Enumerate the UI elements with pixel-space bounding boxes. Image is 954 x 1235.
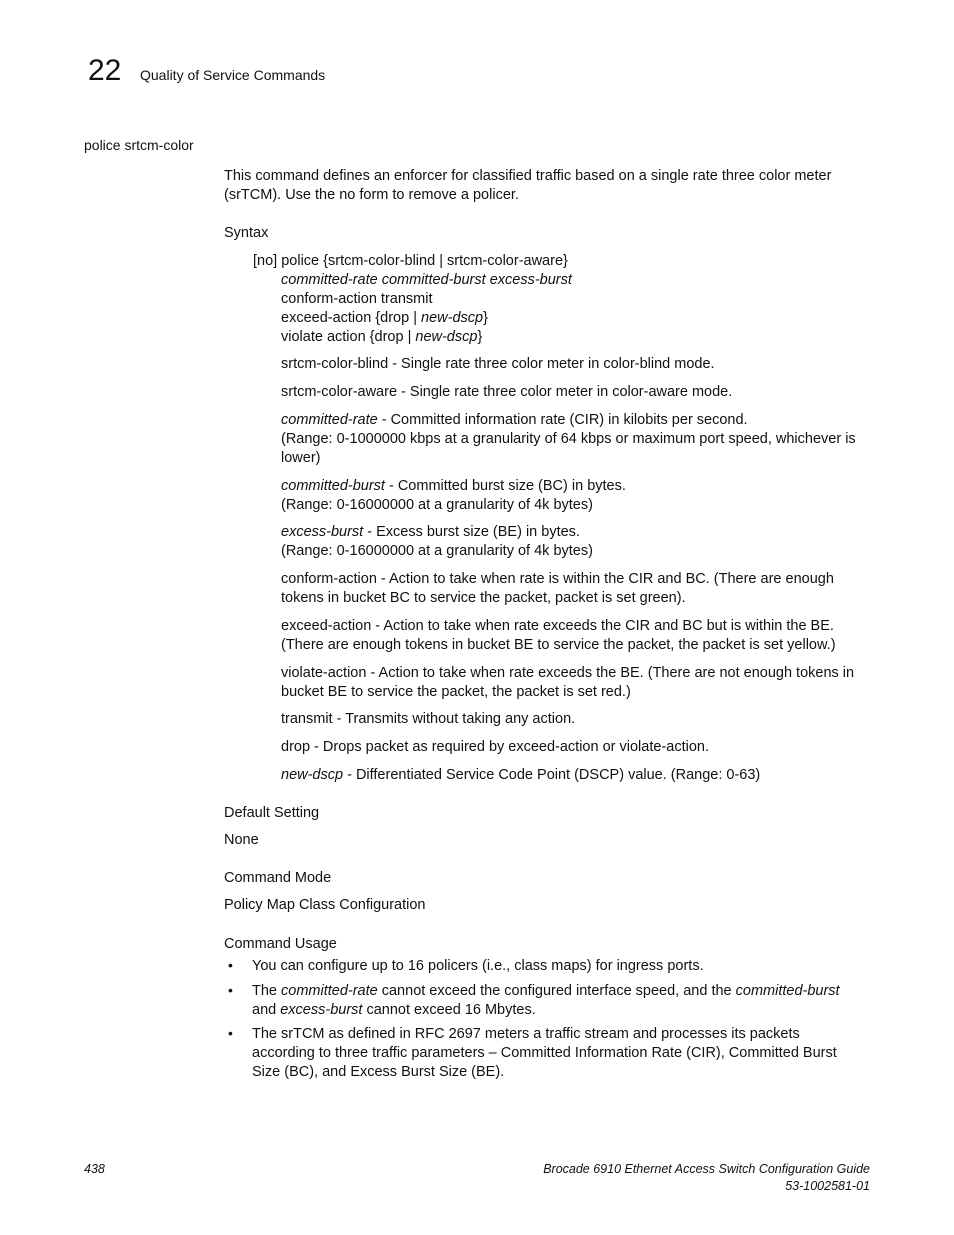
no-keyword: no xyxy=(339,187,356,203)
bullet-icon: • xyxy=(228,982,233,998)
drop-keyword: drop xyxy=(380,310,410,326)
param-desc: - Action to take when rate is within the CIR and BC. (There are enough tokens in bucket BC to service the packet, packet is set green). xyxy=(281,571,834,606)
param-excess-burst xyxy=(281,523,871,561)
default-setting-value: None xyxy=(224,832,259,848)
syntax-line-1 xyxy=(253,252,568,271)
dscp-param: new-dscp xyxy=(415,329,478,345)
intro-text-end: form to remove a policer. xyxy=(355,187,519,203)
param-desc: - Single rate three color meter in color-aware mode. xyxy=(397,384,733,400)
param-range: (Range: 0-16000000 at a granularity of 4k bytes) xyxy=(281,543,593,559)
param-drop xyxy=(281,738,871,757)
page-number: 438 xyxy=(84,1162,105,1176)
bracket-open: [ xyxy=(253,253,258,269)
param-range: (Range: 0-16000000 at a granularity of 4k bytes) xyxy=(281,497,593,513)
param-desc: - Committed burst size (BC) in bytes. xyxy=(384,478,626,494)
param-desc: - Committed information rate (CIR) in kilobits per second. xyxy=(377,412,748,428)
brace-close: } xyxy=(483,310,488,326)
syntax-no: no xyxy=(257,253,274,269)
syntax-line-3: conform-action transmit xyxy=(281,291,433,307)
usage-term: excess-burst xyxy=(280,1002,363,1018)
param-term: exceed-action xyxy=(281,618,372,634)
param-desc: - Action to take when rate exceeds the CIR and BC but is within the BE. (There are enough tokens in bucket BE to service the packet, the packet is set yellow.) xyxy=(281,618,836,653)
syntax-line-2: committed-rate committed-burst excess-burst xyxy=(281,272,572,288)
syntax-heading: Syntax xyxy=(224,225,269,241)
command-mode-value: Policy Map Class Configuration xyxy=(224,897,426,913)
syntax-line-4 xyxy=(281,309,488,328)
chapter-number: 22 xyxy=(88,54,122,87)
param-term: new-dscp xyxy=(281,767,344,783)
usage-term: committed-rate xyxy=(281,983,378,999)
violate-keyword: violate action xyxy=(281,329,366,345)
usage-bullet-2 xyxy=(252,982,864,1020)
param-term: committed-rate xyxy=(281,412,378,428)
param-term: conform-action xyxy=(281,571,377,587)
param-term: srtcm-color-aware xyxy=(281,384,398,400)
brace-close: } xyxy=(477,329,483,345)
param-violate-action xyxy=(281,664,871,702)
pipe: | xyxy=(435,253,447,269)
drop-keyword: drop xyxy=(374,329,404,345)
syntax-blind: srtcm-color-blind xyxy=(328,253,436,269)
pipe: | xyxy=(409,310,422,326)
param-transmit xyxy=(281,710,871,729)
usage-text: cannot exceed 16 Mbytes. xyxy=(362,1002,536,1018)
bullet-icon: • xyxy=(228,957,233,973)
param-desc: - Drops packet as required by exceed-action or violate-action. xyxy=(310,739,709,755)
param-term: excess-burst xyxy=(281,524,364,540)
command-usage-heading: Command Usage xyxy=(224,936,337,952)
param-srtcm-color-aware xyxy=(281,383,871,402)
intro-text: This command defines an enforcer for classified traffic based on a single rate three color meter (srTCM). Use the xyxy=(224,168,832,203)
command-mode-heading: Command Mode xyxy=(224,870,332,886)
usage-bullet-3: The srTCM as defined in RFC 2697 meters a traffic stream and processes its packets according to three traffic parameters – Committed Information Rate (CIR), Committed Burst Size (BC), and Excess Burst Size (BE). xyxy=(252,1026,837,1080)
exceed-keyword: exceed-action xyxy=(281,310,372,326)
chapter-title: Quality of Service Commands xyxy=(140,67,326,83)
brace-close: } xyxy=(563,253,568,269)
usage-text: The xyxy=(252,983,282,999)
param-desc: - Single rate three color meter in color-blind mode. xyxy=(388,356,715,372)
param-conform-action xyxy=(281,570,871,608)
param-desc: - Action to take when rate exceeds the BE. (There are not enough tokens in bucket BE to service the packet, the packet is set red.) xyxy=(281,665,855,700)
syntax-line-5 xyxy=(281,328,482,347)
brace-open: { xyxy=(319,253,328,269)
bullet-icon: • xyxy=(228,1025,233,1041)
param-srtcm-color-blind xyxy=(281,355,871,374)
intro-paragraph xyxy=(224,167,864,205)
param-desc: - Excess burst size (BE) in bytes. xyxy=(363,524,580,540)
usage-bullet-1: You can configure up to 16 policers (i.e., class maps) for ingress ports. xyxy=(252,958,704,974)
footer-doc-title: Brocade 6910 Ethernet Access Switch Configuration Guide xyxy=(543,1162,870,1176)
param-desc: - Differentiated Service Code Point (DSCP) value. (Range: 0-63) xyxy=(343,767,761,783)
param-committed-burst xyxy=(281,477,871,515)
param-range: (Range: 0-1000000 kbps at a granularity of 64 kbps or maximum port speed, whichever is lower) xyxy=(281,431,856,466)
brace-open: { xyxy=(365,329,375,345)
param-new-dscp xyxy=(281,766,871,785)
param-term: violate-action xyxy=(281,665,367,681)
param-committed-rate xyxy=(281,411,871,468)
footer-doc-number: 53-1002581-01 xyxy=(785,1179,870,1193)
pipe: | xyxy=(403,329,416,345)
syntax-aware: srtcm-color-aware xyxy=(447,253,564,269)
usage-text: cannot exceed the configured interface speed, and the xyxy=(377,983,736,999)
bracket-close: ] xyxy=(273,253,282,269)
usage-term: committed-burst xyxy=(735,983,840,999)
param-term: transmit xyxy=(281,711,333,727)
usage-text: and xyxy=(252,1002,281,1018)
syntax-police: police xyxy=(281,253,320,269)
param-exceed-action xyxy=(281,617,871,655)
param-term: drop xyxy=(281,739,311,755)
brace-open: { xyxy=(371,310,381,326)
dscp-param: new-dscp xyxy=(421,310,484,326)
param-term: srtcm-color-blind xyxy=(281,356,389,372)
param-desc: - Transmits without taking any action. xyxy=(332,711,576,727)
default-setting-heading: Default Setting xyxy=(224,805,320,821)
param-term: committed-burst xyxy=(281,478,385,494)
command-heading: police srtcm-color xyxy=(84,137,194,153)
